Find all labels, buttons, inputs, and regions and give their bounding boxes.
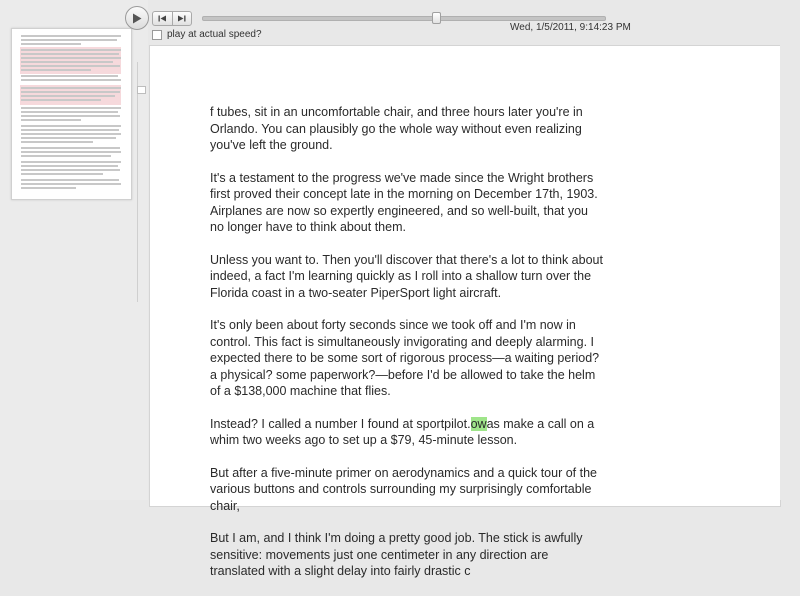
text-run: as make a call on a whim two weeks ago to set up a $79, 45-minute lesson. xyxy=(210,416,595,447)
rewind-button[interactable] xyxy=(153,12,173,25)
fast-forward-button[interactable] xyxy=(173,12,192,25)
thumbnail-pane xyxy=(0,0,148,500)
paragraph: Unless you want to. Then you'll discover that there's a lot to think about indeed, a fact I'm learning quickly as I roll into a shallow turn over the Florida coast in a two-seater PiperSport light aircraft. xyxy=(210,252,603,300)
text-run: Instead? I called a number I found at sportpilot. xyxy=(210,416,471,431)
play-button[interactable] xyxy=(125,6,149,30)
current-word-highlight: ow xyxy=(470,416,487,431)
paragraph: It's a testament to the progress we've made since the Wright brothers first proved their concept late in the morning on December 17th, 1903. Airplanes are now so expertly engineered, and so well-built, that you no longer have to think about them. xyxy=(210,170,598,234)
paragraph: It's only been about forty seconds since we took off and I'm now in control. This fact is simultaneously invigorating and deeply alarming. I expected there to be some sort of rigorous process—a waiting period? a physical? some paperwork?—before I'd be allowed to take the helm of a $138,000 machine that flies. xyxy=(210,318,600,398)
fast-forward-icon xyxy=(177,15,186,22)
paragraph: But I am, and I think I'm doing a pretty good job. The stick is awfully sensitive: movements just one centimeter in any direction are translated with a slight delay into fairly drastic c xyxy=(210,531,583,578)
play-icon xyxy=(132,13,142,24)
play-at-speed-checkbox[interactable] xyxy=(152,30,162,40)
paragraph: But after a five-minute primer on aerodynamics and a quick tour of the various buttons and controls surrounding my surprisingly comfortable chair, xyxy=(210,465,597,513)
zoom-slider-track[interactable] xyxy=(137,62,146,302)
playback-progress-handle[interactable] xyxy=(432,12,441,24)
window-margin xyxy=(780,45,800,500)
recording-timestamp: Wed, 1/5/2011, 9:14:23 PM xyxy=(510,22,631,33)
document-text xyxy=(210,104,605,596)
paragraph-with-playhead xyxy=(210,416,605,449)
zoom-slider-handle[interactable] xyxy=(137,86,146,94)
skip-controls xyxy=(152,11,192,26)
page-thumbnail[interactable] xyxy=(11,28,132,200)
playback-progress-track[interactable] xyxy=(202,16,606,21)
play-at-speed-option xyxy=(152,29,262,40)
paragraph: f tubes, sit in an uncomfortable chair, and three hours later you're in Orlando. You can plausibly go the whole way without even realizing you've left the ground. xyxy=(210,105,583,152)
play-at-speed-label: play at actual speed? xyxy=(167,29,262,40)
rewind-icon xyxy=(158,15,167,22)
